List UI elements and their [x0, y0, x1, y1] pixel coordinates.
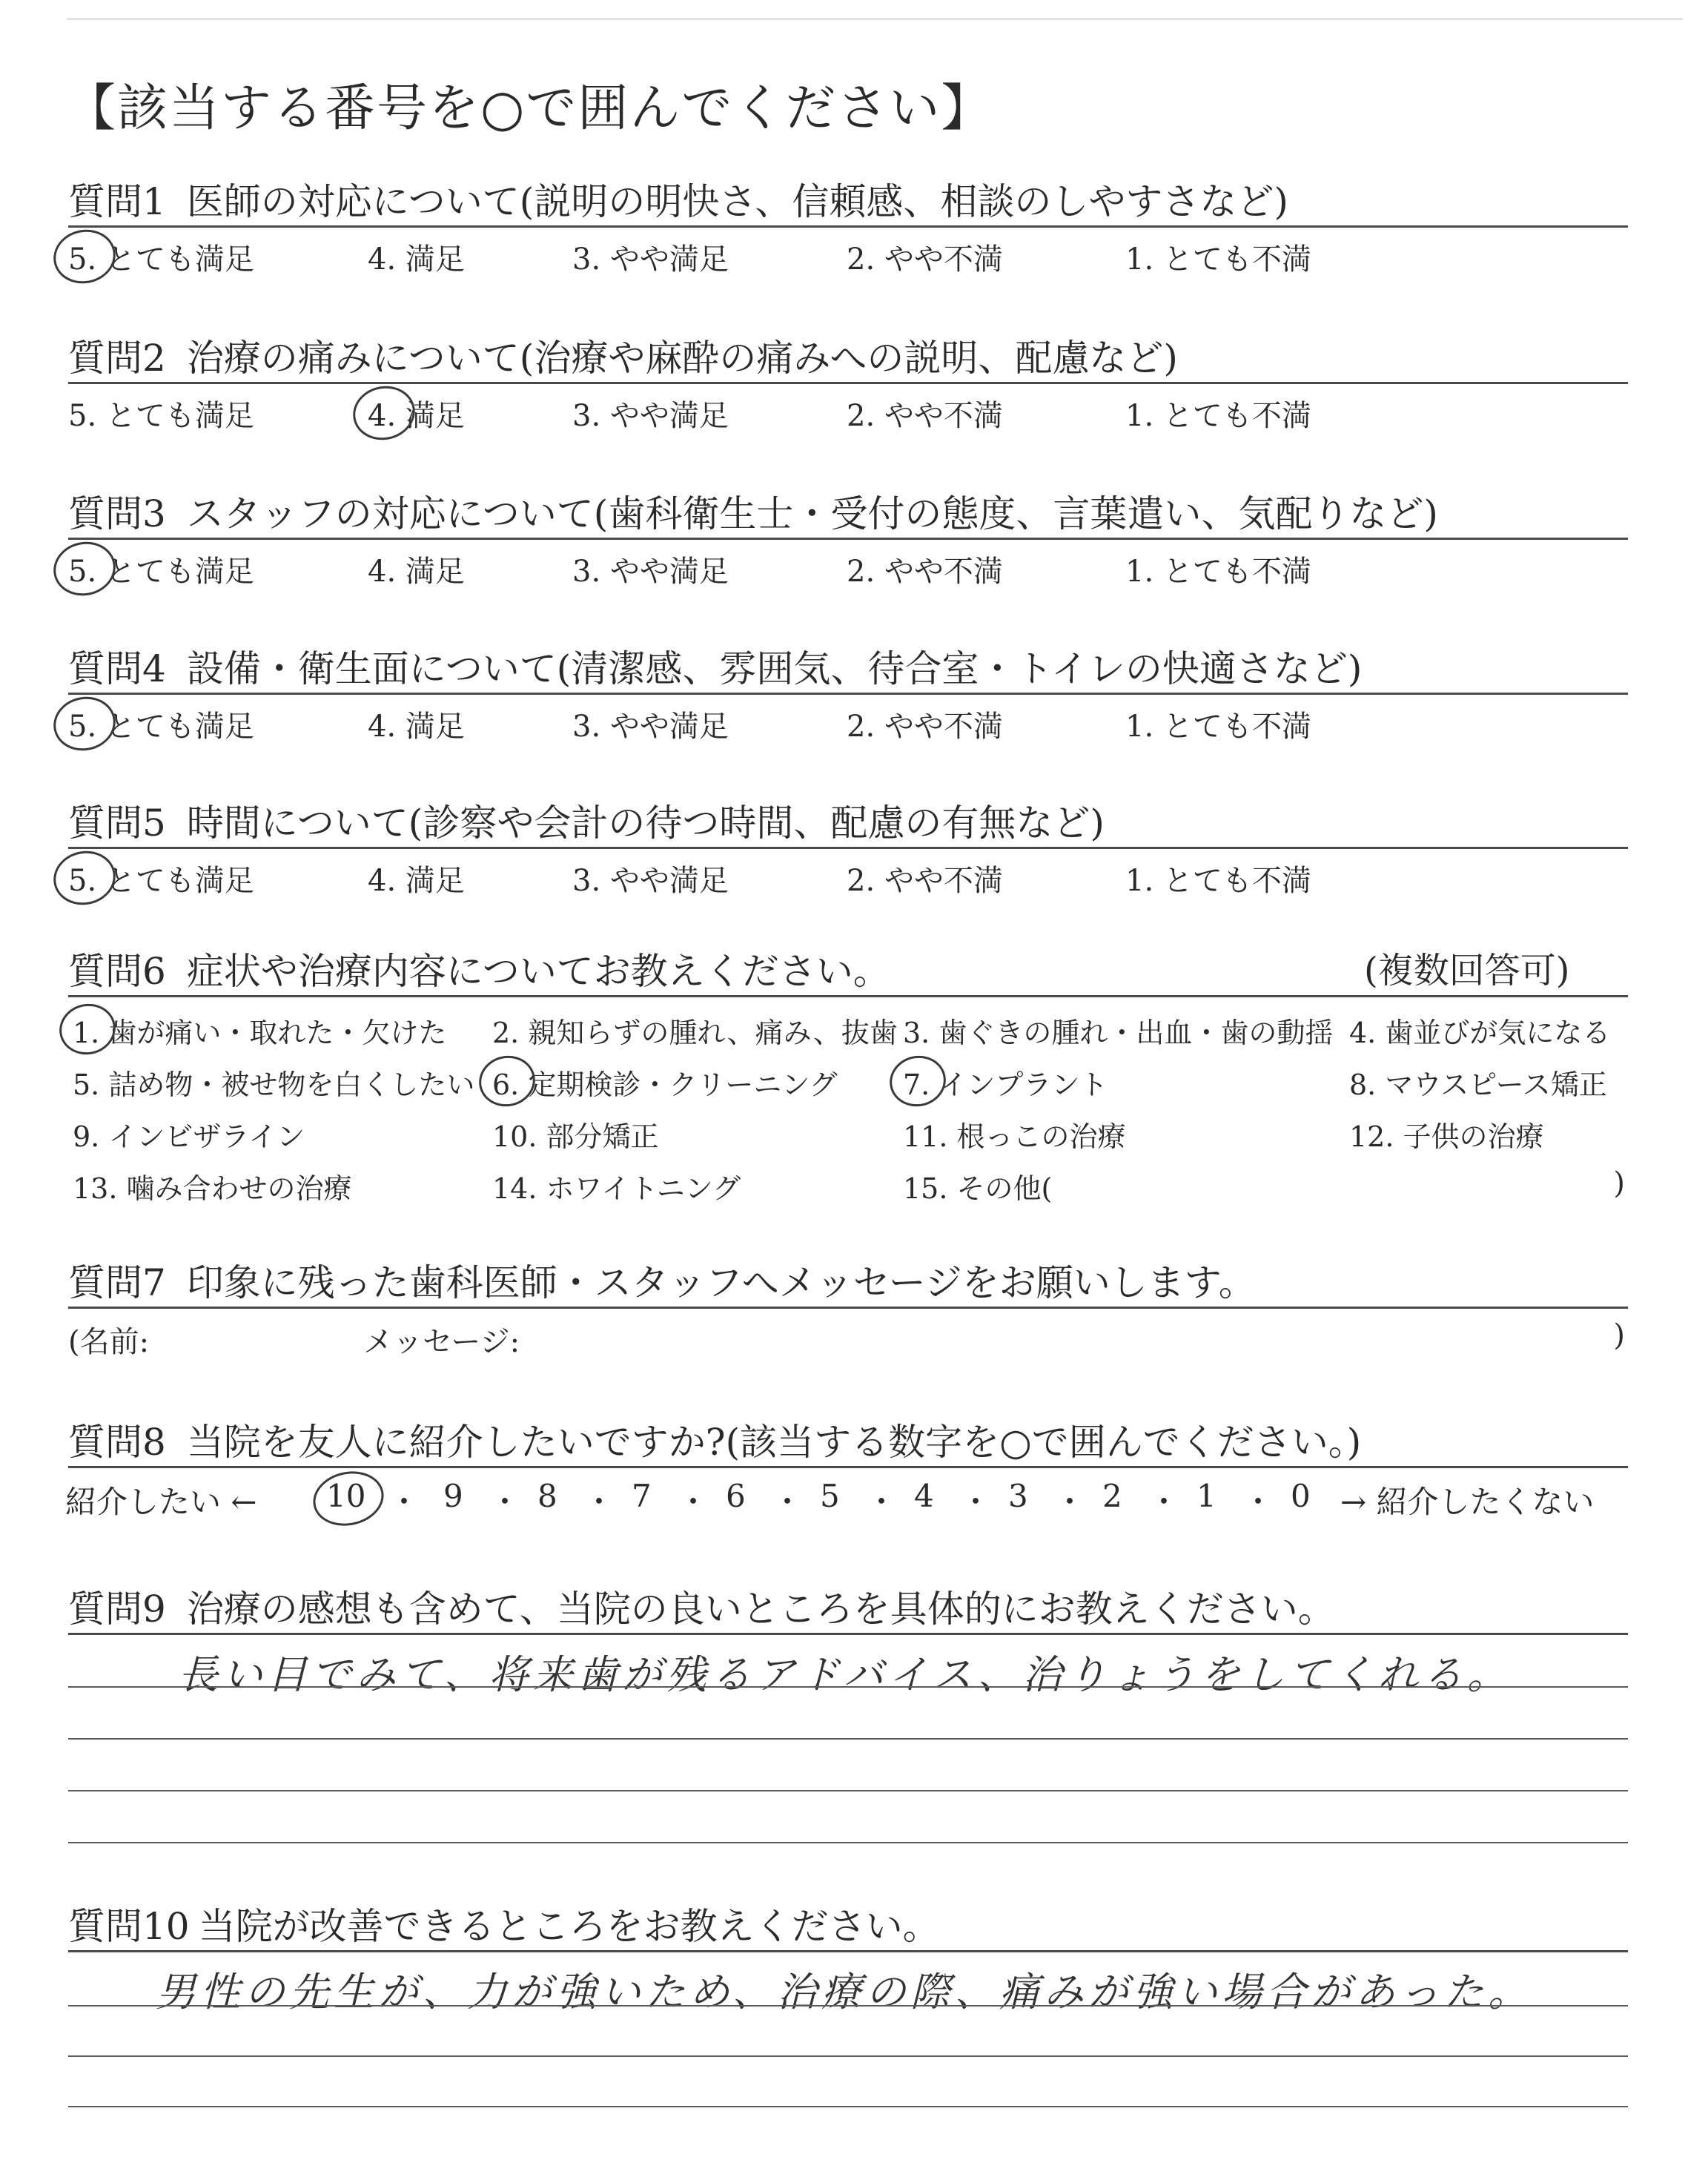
rating-option[interactable]: 5. とても満足	[68, 555, 254, 589]
symptom-option[interactable]: 11. 根っこの治療	[903, 1120, 1126, 1153]
rating-option[interactable]: 1. とても不満	[1125, 399, 1311, 433]
recommend-scale-value[interactable]: 2	[1102, 1478, 1122, 1514]
rating-option[interactable]: 1. とても不満	[1125, 710, 1311, 744]
question-9-rule	[68, 1633, 1628, 1635]
symptom-option[interactable]: 10. 部分矯正	[492, 1120, 659, 1153]
answer-line	[68, 2055, 1628, 2057]
question-8-rule	[68, 1466, 1628, 1468]
rating-option[interactable]: 2. やや不満	[847, 864, 1003, 898]
scale-separator: ・	[772, 1484, 804, 1520]
scan-edge	[67, 18, 1683, 20]
scale-separator: ・	[1148, 1484, 1180, 1520]
recommend-scale-value[interactable]: 9	[443, 1478, 463, 1514]
symptom-option[interactable]: 4. 歯並びが気になる	[1349, 1017, 1611, 1049]
question-9-handwritten-answer: 長い目でみて、将来歯が残るアドバイス、治りょうをしてくれる。	[178, 1651, 1512, 1698]
recommend-scale-value[interactable]: 5	[820, 1478, 840, 1514]
rating-option[interactable]: 5. とても満足	[68, 242, 254, 277]
answer-line	[68, 1738, 1628, 1740]
selected-circle-mark	[48, 224, 120, 289]
rating-option[interactable]: 3. やや満足	[572, 710, 729, 744]
question-10-handwritten-answer: 男性の先生が、力が強いため、治療の際、痛みが強い場合があった。	[156, 1969, 1533, 2015]
symptom-option[interactable]: 8. マウスピース矯正	[1349, 1069, 1607, 1101]
selected-circle-mark	[308, 1465, 389, 1532]
scale-separator: ・	[1054, 1484, 1086, 1520]
question-3-rule	[68, 538, 1628, 540]
rating-option[interactable]: 4. 満足	[368, 710, 465, 744]
selected-circle-mark	[48, 691, 120, 756]
recommend-scale-value[interactable]: 10	[326, 1478, 366, 1514]
recommend-scale-value[interactable]: 4	[914, 1478, 934, 1514]
recommend-scale-value[interactable]: 3	[1008, 1478, 1028, 1514]
selected-circle-mark	[48, 536, 120, 601]
rating-option[interactable]: 5. とても満足	[68, 399, 254, 433]
question-6-rule	[68, 995, 1628, 997]
selected-circle-mark	[48, 845, 120, 911]
rating-option[interactable]: 2. やや不満	[847, 555, 1003, 589]
recommend-scale-value[interactable]: 1	[1196, 1478, 1217, 1514]
message-close-paren: )	[1613, 1318, 1625, 1353]
rating-option[interactable]: 1. とても不満	[1125, 555, 1311, 589]
question-1-rule	[68, 225, 1628, 228]
question-6-title: 質問6 症状や治療内容についてお教えください。	[68, 950, 890, 993]
rating-option[interactable]: 4. 満足	[368, 242, 465, 277]
question-2-rule	[68, 382, 1628, 384]
symptom-option[interactable]: 14. ホワイトニング	[492, 1172, 741, 1205]
answer-line	[68, 1842, 1628, 1843]
symptom-option[interactable]: 3. 歯ぐきの腫れ・出血・歯の動揺	[903, 1017, 1334, 1049]
scale-separator: ・	[489, 1484, 521, 1520]
name-label: (名前:	[68, 1325, 150, 1359]
answer-line	[68, 1790, 1628, 1791]
scale-separator: ・	[678, 1484, 709, 1520]
symptom-option[interactable]: 1. 歯が痛い・取れた・欠けた	[73, 1017, 447, 1049]
recommend-scale-value[interactable]: 0	[1291, 1478, 1311, 1514]
other-close-paren: )	[1613, 1166, 1625, 1200]
rating-option[interactable]: 3. やや満足	[572, 555, 729, 589]
symptom-option[interactable]: 2. 親知らずの腫れ、痛み、抜歯	[492, 1017, 898, 1049]
rating-option[interactable]: 5. とても満足	[68, 710, 254, 744]
symptom-option[interactable]: 9. インビザライン	[73, 1120, 305, 1153]
scale-separator: ・	[866, 1484, 898, 1520]
symptom-option[interactable]: 13. 噛み合わせの治療	[73, 1172, 352, 1205]
rating-option[interactable]: 5. とても満足	[68, 864, 254, 898]
rating-option[interactable]: 1. とても不満	[1125, 864, 1311, 898]
rating-option[interactable]: 4. 満足	[368, 555, 465, 589]
question-10-title: 質問10 当院が改善できるところをお教えください。	[68, 1905, 940, 1948]
question-2-title: 質問2 治療の痛みについて(治療や麻酔の痛みへの説明、配慮など)	[68, 337, 1178, 380]
symptom-option[interactable]: 15. その他(	[903, 1172, 1053, 1205]
question-9-title: 質問9 治療の感想も含めて、当院の良いところを具体的にお教えください。	[68, 1588, 1335, 1631]
question-10-rule	[68, 1950, 1628, 1952]
rating-option[interactable]: 3. やや満足	[572, 242, 729, 277]
rating-option[interactable]: 2. やや不満	[847, 399, 1003, 433]
recommend-right-label: → 紹介したくない	[1340, 1484, 1595, 1520]
rating-option[interactable]: 3. やや満足	[572, 864, 729, 898]
symptom-option[interactable]: 5. 詰め物・被せ物を白くしたい	[73, 1069, 475, 1101]
question-4-rule	[68, 693, 1628, 695]
question-4-title: 質問4 設備・衛生面について(清潔感、雰囲気、待合室・トイレの快適さなど)	[68, 647, 1363, 690]
answer-line	[68, 1686, 1628, 1688]
rating-option[interactable]: 3. やや満足	[572, 399, 729, 433]
rating-option[interactable]: 1. とても不満	[1125, 242, 1311, 277]
question-1-title: 質問1 医師の対応について(説明の明快さ、信頼感、相談のしやすさなど)	[68, 180, 1288, 223]
message-label: メッセージ:	[363, 1325, 520, 1359]
answer-line	[68, 2106, 1628, 2107]
question-8-title: 質問8 当院を友人に紹介したいですか?(該当する数字を○で囲んでください。)	[68, 1421, 1362, 1464]
recommend-scale-value[interactable]: 8	[537, 1478, 557, 1514]
scale-separator: ・	[1242, 1484, 1274, 1520]
question-5-title: 質問5 時間について(診察や会計の待つ時間、配慮の有無など)	[68, 802, 1105, 845]
question-5-rule	[68, 847, 1628, 849]
recommend-scale-value[interactable]: 6	[726, 1478, 746, 1514]
multiple-answer-note: (複数回答可)	[1364, 950, 1570, 991]
question-7-rule	[68, 1307, 1628, 1309]
recommend-scale-value[interactable]: 7	[632, 1478, 652, 1514]
selected-circle-mark	[348, 380, 420, 446]
scale-separator: ・	[583, 1484, 615, 1520]
rating-option[interactable]: 4. 満足	[368, 864, 465, 898]
instruction-header: 【該当する番号を○で囲んでください】	[65, 79, 993, 138]
scale-separator: ・	[388, 1484, 420, 1520]
symptom-option[interactable]: 6. 定期検診・クリーニング	[492, 1069, 838, 1101]
answer-line	[68, 2005, 1628, 2007]
symptom-option[interactable]: 7. インプラント	[903, 1069, 1108, 1101]
rating-option[interactable]: 2. やや不満	[847, 242, 1003, 277]
rating-option[interactable]: 4. 満足	[368, 399, 465, 433]
question-3-title: 質問3 スタッフの対応について(歯科衛生士・受付の態度、言葉遣い、気配りなど)	[68, 492, 1438, 535]
symptom-option[interactable]: 12. 子供の治療	[1349, 1120, 1544, 1153]
scale-separator: ・	[960, 1484, 992, 1520]
question-7-title: 質問7 印象に残った歯科医師・スタッフへメッセージをお願いします。	[68, 1261, 1256, 1304]
recommend-left-label: 紹介したい ←	[65, 1484, 257, 1520]
rating-option[interactable]: 2. やや不満	[847, 710, 1003, 744]
